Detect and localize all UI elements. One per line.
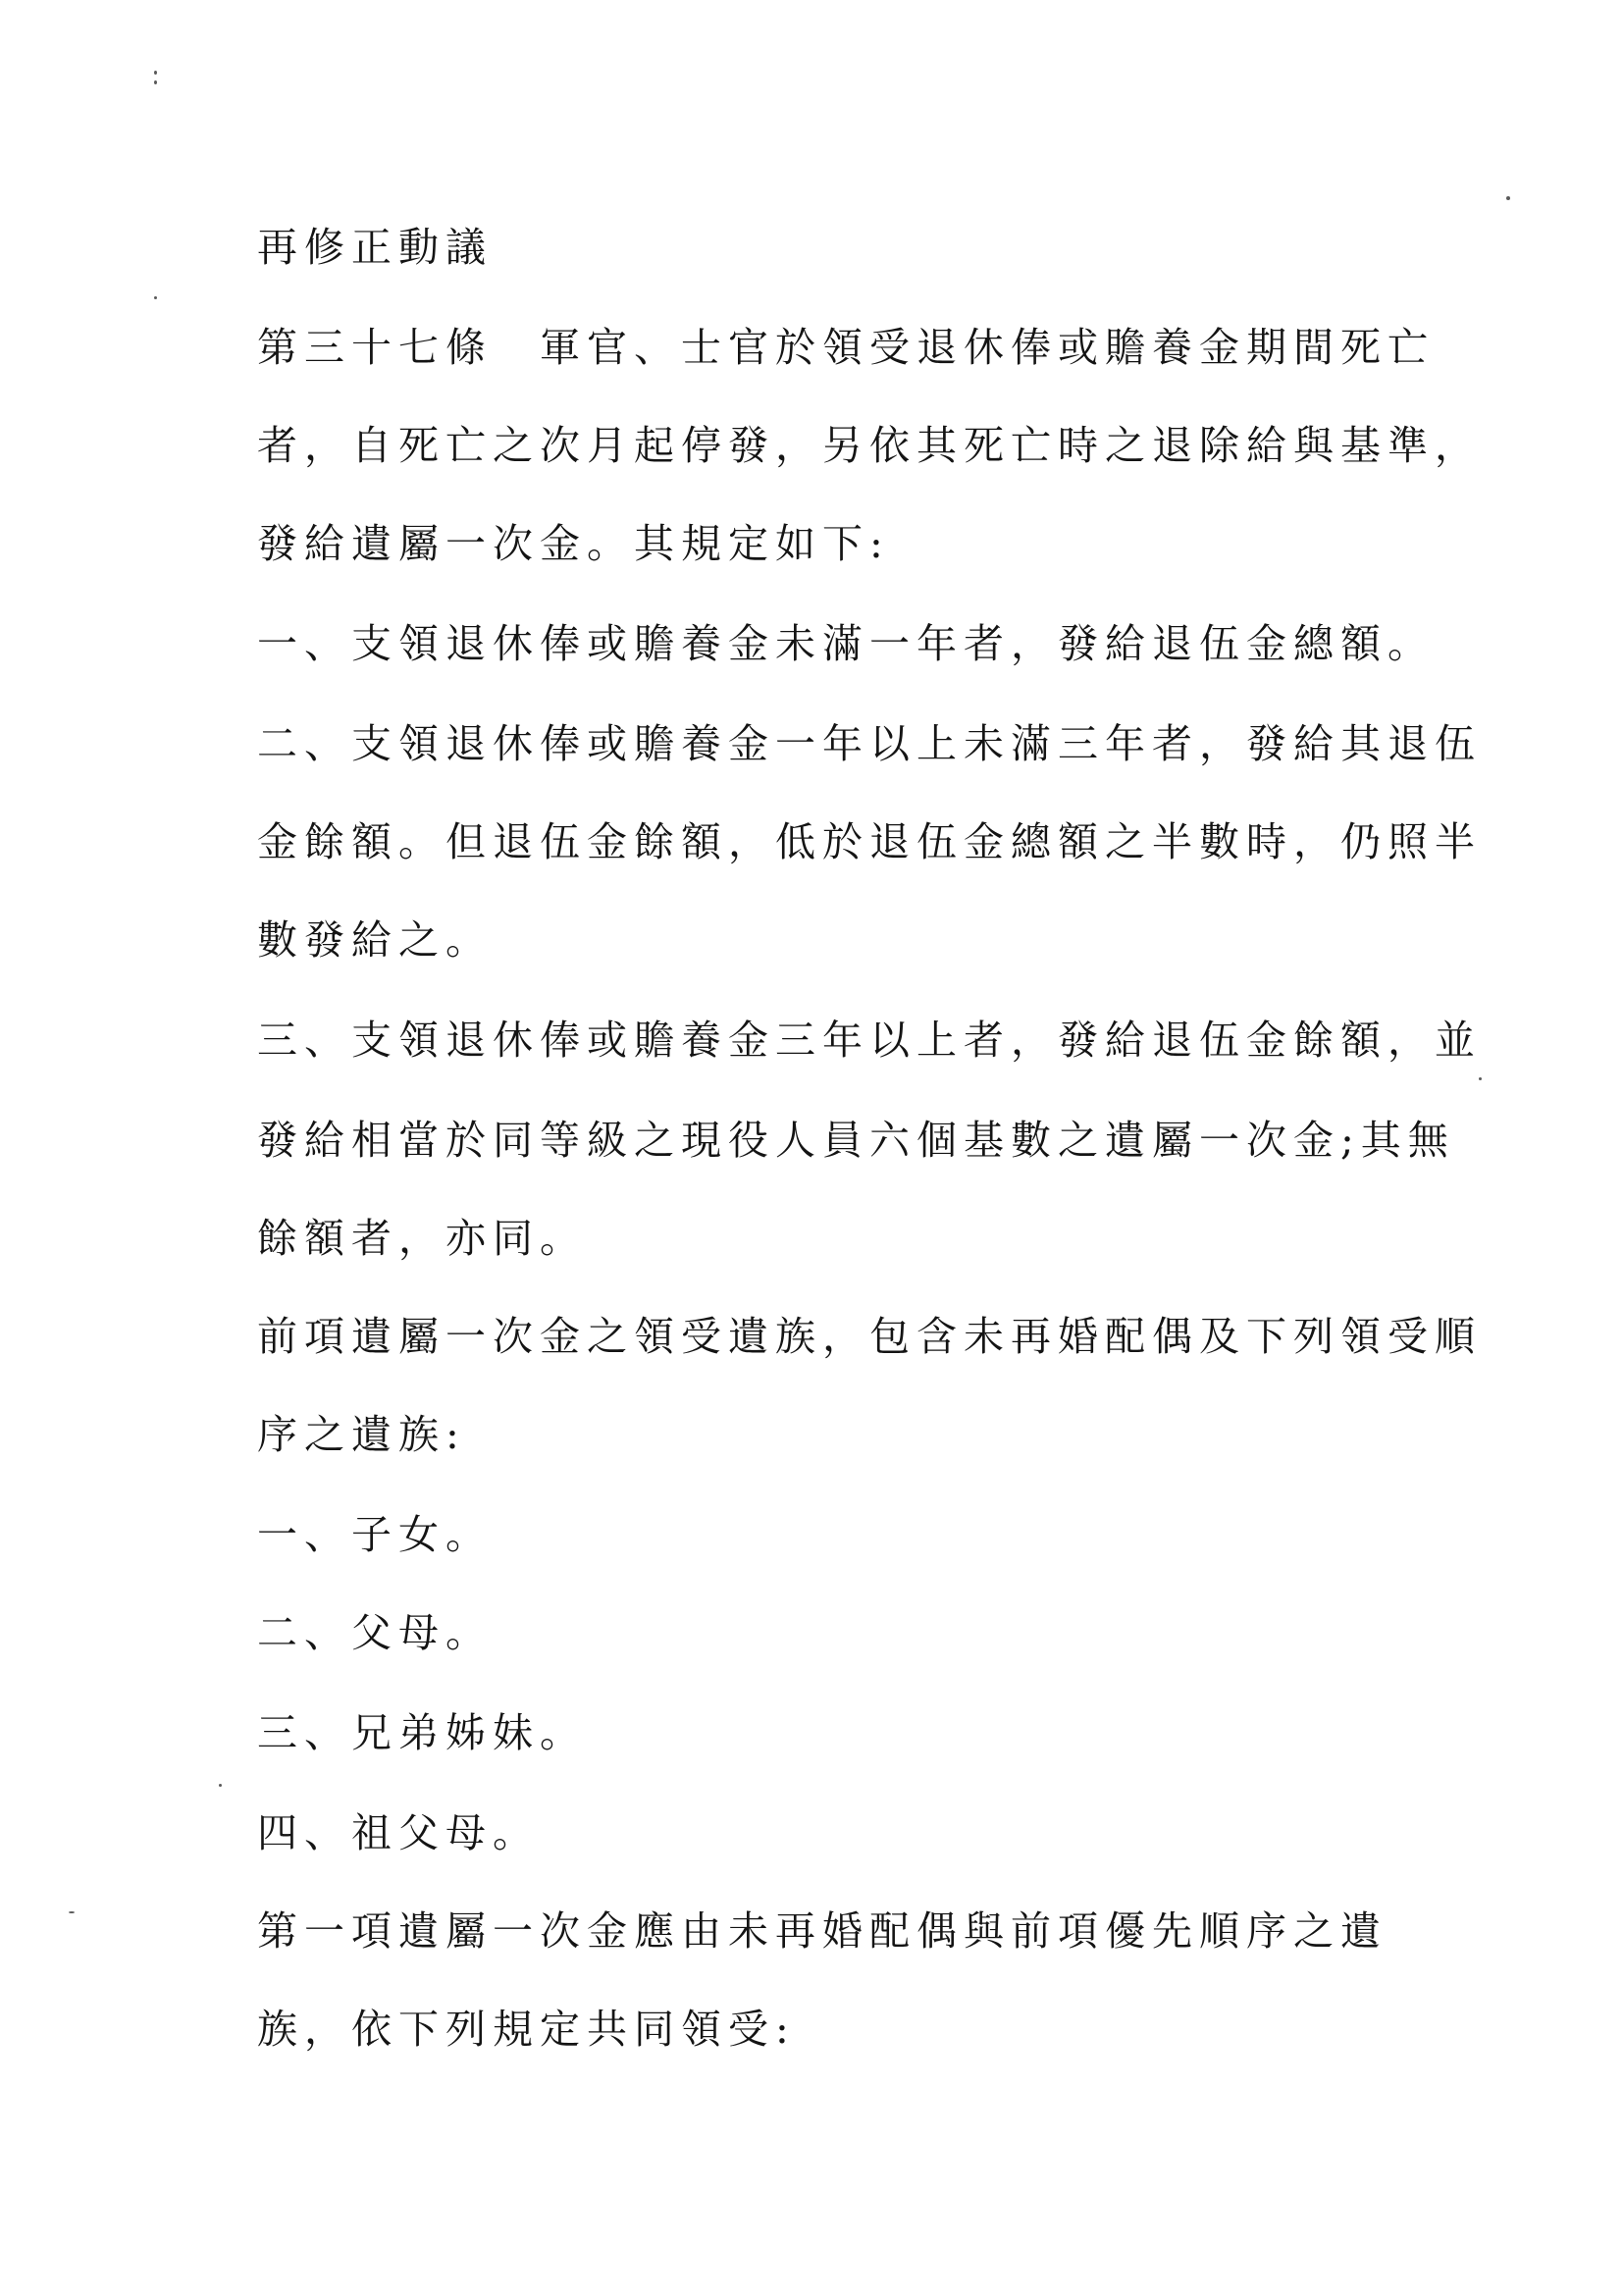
scan-speck — [154, 296, 157, 299]
scan-speck — [219, 1784, 222, 1787]
scan-speck — [154, 80, 157, 84]
doc-line: 者，自死亡之次月起停發，另依其死亡時之退除給與基準， — [257, 422, 1482, 469]
doc-line: 一、子女。 — [257, 1511, 493, 1558]
doc-line: 序之遺族: — [257, 1411, 466, 1458]
doc-line: 發給相當於同等級之現役人員六個基數之遺屬一次金;其無 — [257, 1117, 1455, 1164]
doc-line: 發給遺屬一次金。其規定如下: — [257, 520, 890, 567]
doc-line: 族，依下列規定共同領受: — [257, 2006, 796, 2053]
scan-speck — [1506, 196, 1510, 200]
doc-line: 數發給之。 — [257, 916, 493, 964]
doc-line: 二、支領退休俸或贍養金一年以上未滿三年者，發給其退伍 — [257, 720, 1482, 767]
doc-line: 前項遺屬一次金之領受遺族，包含未再婚配偶及下列領受順 — [257, 1313, 1482, 1360]
scan-speck — [154, 71, 157, 75]
doc-line: 金餘額。但退伍金餘額，低於退伍金總額之半數時，仍照半 — [257, 818, 1482, 865]
doc-line: 一、支領退休俸或贍養金未滿一年者，發給退伍金總額。 — [257, 620, 1435, 667]
doc-line: 四、祖父母。 — [257, 1809, 540, 1856]
scan-speck — [69, 1911, 75, 1913]
doc-line: 三、兄弟姊妹。 — [257, 1709, 587, 1756]
doc-line: 餘額者，亦同。 — [257, 1215, 587, 1262]
doc-line: 第三十七條 軍官、士官於領受退休俸或贍養金期間死亡 — [257, 324, 1435, 371]
scan-speck — [1479, 1077, 1482, 1080]
doc-line: 二、父母。 — [257, 1609, 493, 1656]
doc-heading: 再修正動議 — [257, 224, 493, 271]
doc-line: 三、支領退休俸或贍養金三年以上者，發給退伍金餘額，並 — [257, 1017, 1482, 1064]
doc-line: 第一項遺屬一次金應由未再婚配偶與前項優先順序之遺 — [257, 1907, 1387, 1955]
